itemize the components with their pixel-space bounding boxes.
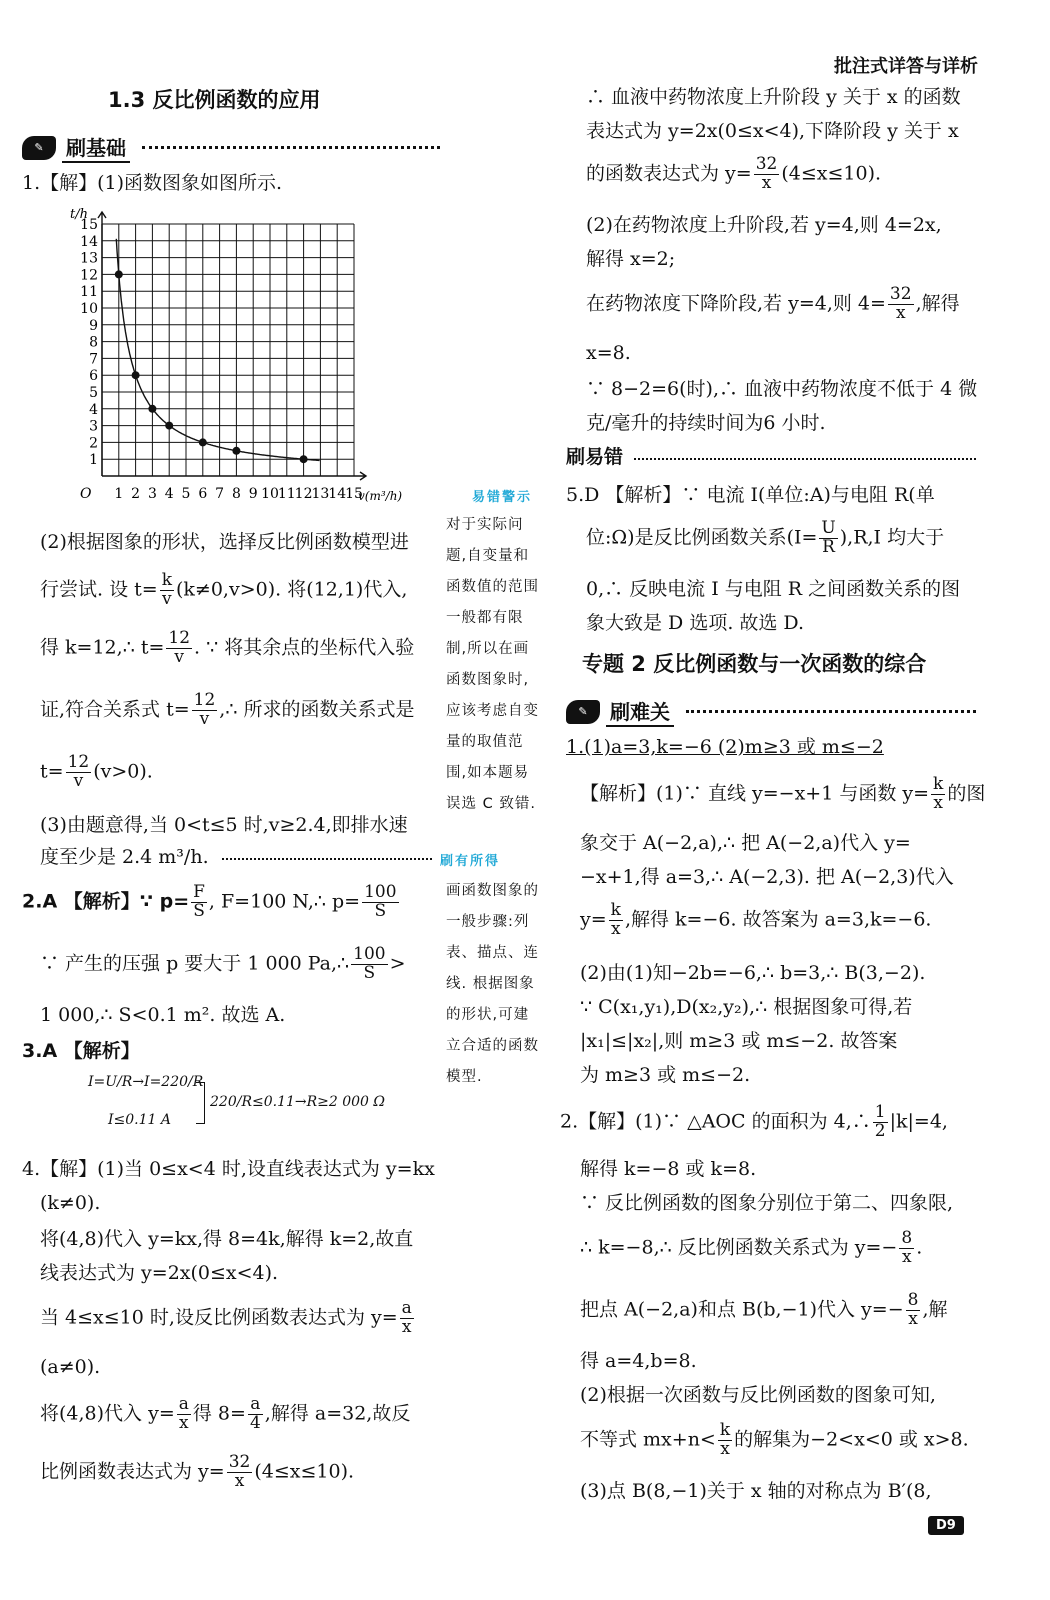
y-axis-label: t/h xyxy=(70,207,88,222)
page-number: D9 xyxy=(928,1516,964,1535)
fraction: $\frac{U}{R}$ xyxy=(821,518,836,557)
q4-text: (k≠0). xyxy=(40,1192,101,1214)
n2-text: ∵ 反比例函数的图象分别位于第二、四象限, xyxy=(580,1192,954,1214)
y-tick-label: 11 xyxy=(80,284,98,301)
right-text: x=8. xyxy=(586,342,631,364)
y-tick-label: 4 xyxy=(89,401,98,418)
divider xyxy=(686,710,976,713)
q5-text: 5.D 【解析】∵ 电流 I(单位:A)与电阻 R(单 xyxy=(566,484,935,506)
n1-text: −x+1,得 a=3,∴ A(−2,3). 把 A(−2,3)代入 xyxy=(580,866,954,888)
x-tick-label: 4 xyxy=(164,486,174,502)
y-tick-label: 12 xyxy=(80,267,98,284)
fraction: $\frac{a}{x}$ xyxy=(401,1298,412,1337)
fraction: $\frac{F}{S}$ xyxy=(193,882,205,921)
fraction: $\frac{a}{4}$ xyxy=(249,1394,261,1433)
q1-text: 行尝试. 设 t= $\frac{k}{v}$ (k≠0,v>0). 将(12,1)代入, xyxy=(40,570,408,609)
q2-text: 1 000,∴ S<0.1 m². 故选 A. xyxy=(40,1004,286,1026)
y-tick-label: 13 xyxy=(80,250,98,267)
right-text: 解得 x=2; xyxy=(586,248,676,270)
x-tick-label: 9 xyxy=(248,486,258,502)
n2-text: (3)点 B(8,−1)关于 x 轴的对称点为 B′(8, xyxy=(580,1480,932,1502)
y-tick-label: 14 xyxy=(80,233,98,250)
page-header: 批注式详答与详析 xyxy=(834,56,978,77)
x-tick-label: 12 xyxy=(294,486,313,502)
summary-box: 画函数图象的 一般步骤:列 表、描点、连 线. 根据图象 的形状,可建 立合适的函数 模型. xyxy=(446,883,539,1085)
n1-text: y= $\frac{k}{x}$ ,解得 k=−6. 故答案为 a=3,k=−6. xyxy=(580,900,932,939)
q4-text: 当 4≤x≤10 时,设反比例函数表达式为 y= $\frac{a}{x}$ xyxy=(40,1298,412,1337)
section-label-jichu: ✎ 刷基础 xyxy=(22,132,130,163)
y-tick-label: 6 xyxy=(89,368,98,385)
right-text: ∴ 血液中药物浓度上升阶段 y 关于 x 的函数 xyxy=(586,86,961,108)
x-tick-label: 13 xyxy=(311,486,330,502)
q1-text: t= $\frac{12}{v}$ (v>0). xyxy=(40,752,153,791)
q3-formula: 220/R≤0.11→R≥2 000 Ω xyxy=(210,1094,386,1110)
n1-text: 【解析】(1)∵ 直线 y=−x+1 与函数 y= $\frac{k}{x}$ 的图 xyxy=(580,774,986,813)
fraction: $\frac{100}{S}$ xyxy=(353,944,386,983)
fraction: $\frac{a}{x}$ xyxy=(178,1394,189,1433)
n2-text: ∴ k=−8,∴ 反比例函数关系式为 y=− $\frac{8}{x}$ . xyxy=(580,1228,923,1267)
origin-label: O xyxy=(80,486,92,502)
q5-text: 象大致是 D 选项. 故选 D. xyxy=(586,612,805,634)
n1-text: ∵ C(x₁,y₁),D(x₂,y₂),∴ 根据图象可得,若 xyxy=(580,996,913,1018)
right-text: 表达式为 y=2x(0≤x<4),下降阶段 y 关于 x xyxy=(586,120,959,142)
n1-answer: 1.(1)a=3,k=−6 (2)m≥3 或 m≤−2 xyxy=(566,736,884,758)
y-tick-label: 10 xyxy=(80,301,98,317)
x-tick-label: 3 xyxy=(147,486,157,502)
divider xyxy=(634,458,976,460)
q1-text: (3)由题意得,当 0<t≤5 时,v≥2.4,即排水速 xyxy=(40,814,408,836)
tip-box: 对于实际问 题,自变量和 函数值的范围 一般都有限 制,所以在画 函数图象时, 应该考虑自变 量的取值范 围,如本题易 误选 C 致错. xyxy=(446,517,539,812)
n1-text: |x₁|≤|x₂|,则 m≥3 或 m≤−2. 故答案 xyxy=(580,1030,898,1052)
fraction: $\frac{32}{x}$ xyxy=(228,1452,251,1491)
right-text: (2)在药物浓度上升阶段,若 y=4,则 4=2x, xyxy=(586,214,942,236)
x-tick-label: 1 xyxy=(114,486,124,502)
fraction: $\frac{12}{v}$ xyxy=(168,628,191,667)
q1-head: 1.【解】(1)函数图象如图所示. xyxy=(22,172,283,194)
fraction: $\frac{12}{v}$ xyxy=(67,752,90,791)
x-tick-label: 5 xyxy=(181,486,191,502)
section-title: 1.3 反比例函数的应用 xyxy=(108,88,321,112)
q4-text: 比例函数表达式为 y= $\frac{32}{x}$ (4≤x≤10). xyxy=(40,1452,355,1491)
q3-formula: I=U/R→I=220/R xyxy=(88,1074,204,1090)
q4-text: 线表达式为 y=2x(0≤x<4). xyxy=(40,1262,279,1284)
n2-text: 把点 A(−2,a)和点 B(b,−1)代入 y=− $\frac{8}{x}$ ,解 xyxy=(580,1290,948,1329)
x-tick-label: 6 xyxy=(198,486,208,502)
x-tick-label: 14 xyxy=(328,486,347,502)
data-point xyxy=(115,270,123,278)
x-axis-label: v(m³/h) xyxy=(358,489,403,503)
y-tick-label: 1 xyxy=(89,452,98,469)
q4-text: (a≠0). xyxy=(40,1356,101,1378)
divider xyxy=(222,858,432,860)
data-point xyxy=(148,405,156,413)
fraction: $\frac{k}{x}$ xyxy=(933,774,944,813)
data-point xyxy=(132,371,140,379)
q4-text: 将(4,8)代入 y= $\frac{a}{x}$ 得 8= $\frac{a}{4}$ ,解得 a=32,故反 xyxy=(40,1394,411,1433)
x-tick-label: 15 xyxy=(345,486,363,502)
right-text: 在药物浓度下降阶段,若 y=4,则 4= $\frac{32}{x}$ ,解得 xyxy=(586,284,960,323)
summary-heading: 刷有所得 xyxy=(440,854,501,869)
y-tick-label: 7 xyxy=(89,351,98,368)
q1-text: 得 k=12,∴ t= $\frac{12}{v}$ . ∵ 将其余点的坐标代入验 xyxy=(40,628,415,667)
x-tick-label: 7 xyxy=(215,486,225,502)
fraction: $\frac{100}{S}$ xyxy=(364,882,397,921)
q2-text: 2.A 【解析】∵ p= $\frac{F}{S}$ , F=100 N,∴ p= $\frac{100}{S}$ xyxy=(22,882,397,921)
right-text: 的函数表达式为 y= $\frac{32}{x}$ (4≤x≤10). xyxy=(586,154,882,193)
n2-text: 得 a=4,b=8. xyxy=(580,1350,697,1372)
fraction: $\frac{8}{x}$ xyxy=(907,1290,919,1329)
q3-head: 3.A 【解析】 xyxy=(22,1040,140,1062)
right-text: 克/毫升的持续时间为6 小时. xyxy=(586,412,826,434)
y-tick-label: 15 xyxy=(80,217,98,233)
fraction: $\frac{12}{v}$ xyxy=(193,690,216,729)
n2-text: 不等式 mx+n< $\frac{k}{x}$ 的解集为−2<x<0 或 x>8. xyxy=(580,1420,969,1459)
section-label-nanguan: ✎ 刷难关 xyxy=(566,696,674,727)
y-tick-label: 8 xyxy=(89,334,98,351)
brush-icon: ✎ xyxy=(22,136,56,160)
curve-line xyxy=(116,239,319,461)
fraction: $\frac{8}{x}$ xyxy=(901,1228,913,1267)
y-tick-label: 2 xyxy=(89,435,98,452)
divider xyxy=(142,146,440,149)
data-point xyxy=(300,455,308,463)
q2-text: ∵ 产生的压强 p 要大于 1 000 Pa,∴ $\frac{100}{S}$ > xyxy=(40,944,406,983)
fraction: $\frac{32}{x}$ xyxy=(755,154,778,193)
x-tick-label: 10 xyxy=(261,486,279,502)
brush-icon: ✎ xyxy=(566,700,600,724)
function-graph xyxy=(66,204,426,504)
n1-text: 为 m≥3 或 m≤−2. xyxy=(580,1064,751,1086)
x-tick-label: 2 xyxy=(131,486,141,502)
data-point xyxy=(232,447,240,455)
q4-text: 4.【解】(1)当 0≤x<4 时,设直线表达式为 y=kx xyxy=(22,1158,435,1180)
axis-arrows xyxy=(98,212,366,480)
n2-text: 2.【解】(1)∵ △AOC 的面积为 4,∴ $\frac{1}{2}$ |k|=4, xyxy=(560,1102,948,1141)
fraction: $\frac{k}{x}$ xyxy=(719,1420,731,1459)
q5-text: 0,∴ 反映电流 I 与电阻 R 之间函数关系的图 xyxy=(586,578,961,600)
x-tick-label: 11 xyxy=(277,486,296,502)
n1-text: (2)由(1)知−2b=−6,∴ b=3,∴ B(3,−2). xyxy=(580,962,926,984)
y-tick-label: 9 xyxy=(89,317,98,334)
q1-text: (2)根据图象的形状，选择反比例函数模型进 xyxy=(40,531,409,553)
fraction: $\frac{k}{v}$ xyxy=(161,570,172,609)
data-point xyxy=(165,422,173,430)
n2-text: (2)根据一次函数与反比例函数的图象可知, xyxy=(580,1384,936,1406)
x-tick-label: 8 xyxy=(231,486,241,502)
section-label-yicuo: 刷易错 xyxy=(566,446,624,468)
topic-title: 专题 2 反比例函数与一次函数的综合 xyxy=(582,652,927,676)
q1-text: 证,符合关系式 t= $\frac{12}{v}$ ,∴ 所求的函数关系式是 xyxy=(40,690,415,729)
n2-text: 解得 k=−8 或 k=8. xyxy=(580,1158,757,1180)
q4-text: 将(4,8)代入 y=kx,得 8=4k,解得 k=2,故直 xyxy=(40,1228,414,1250)
right-text: ∵ 8−2=6(时),∴ 血液中药物浓度不低于 4 微 xyxy=(586,378,978,400)
q3-formula: I≤0.11 A xyxy=(108,1112,171,1128)
tip-heading: 易错警示 xyxy=(472,490,533,505)
y-tick-label: 5 xyxy=(89,385,98,401)
q5-text: 位:Ω)是反比例函数关系(I= $\frac{U}{R}$ ),R,I 均大于 xyxy=(586,518,945,557)
n1-text: 象交于 A(−2,a),∴ 把 A(−2,a)代入 y= xyxy=(580,832,911,854)
fraction: $\frac{32}{x}$ xyxy=(889,284,912,323)
bracket xyxy=(196,1082,205,1124)
q1-text: 度至少是 2.4 m³/h. xyxy=(40,846,209,868)
y-tick-label: 3 xyxy=(89,418,98,435)
fraction: $\frac{k}{x}$ xyxy=(610,900,621,939)
fraction: $\frac{1}{2}$ xyxy=(874,1102,886,1141)
data-point xyxy=(199,438,207,446)
